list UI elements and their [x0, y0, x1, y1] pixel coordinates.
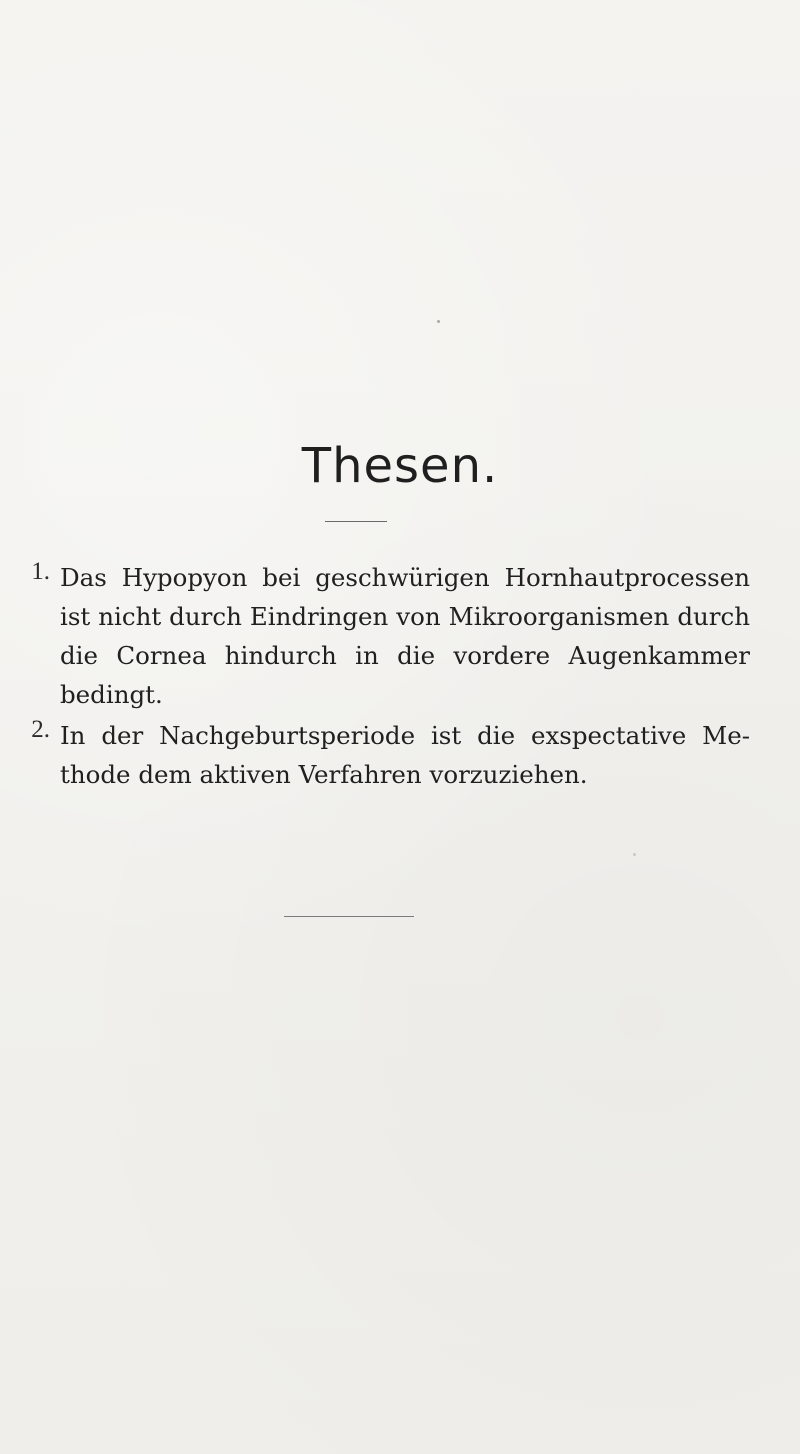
thesis-item-1: [31, 558, 750, 714]
thesis-number: 1.: [31, 558, 50, 585]
thesis-text: Das Hypopyon bei geschwürigen Hornhautprocessen ist nicht durch Eindringen von Mikroorganismen durch die Cornea hindurch in die vordere Augenkammer bedingt.: [60, 563, 750, 709]
thesis-number: 2.: [31, 716, 50, 743]
thesis-text: In der Nachgeburtsperiode ist die exspectative Methode dem aktiven Verfahren vorzuziehen.: [60, 721, 750, 789]
page-title: Thesen.: [301, 438, 499, 494]
thesis-item-2: [31, 716, 750, 794]
paper-speck: [437, 320, 440, 323]
end-divider: [284, 916, 414, 917]
paper-speck: [633, 853, 636, 856]
title-divider: [325, 521, 387, 522]
